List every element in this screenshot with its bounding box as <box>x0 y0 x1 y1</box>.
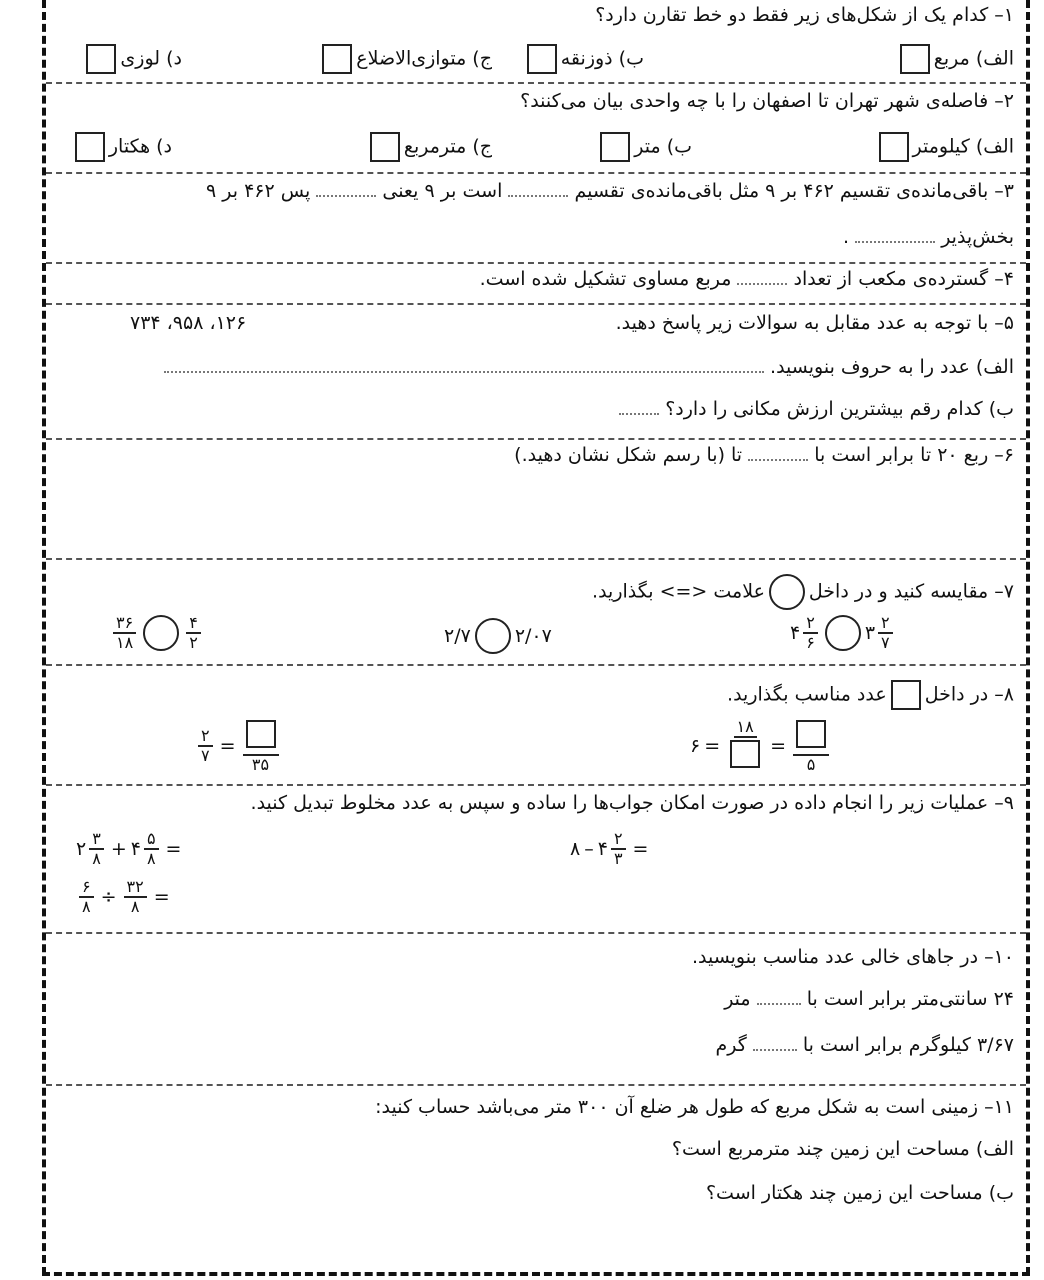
answer-box[interactable] <box>86 44 116 74</box>
answer-line[interactable] <box>164 371 764 373</box>
separator <box>46 664 1026 666</box>
q4-text: ۴– گسترده‌ی مکعب از تعداد مربع مساوی تشکیل شده است. <box>479 268 1014 290</box>
q6-text: ۶– ربع ۲۰ تا برابر است با تا (با رسم شکل نشان دهید.) <box>514 444 1014 466</box>
q2-option-d[interactable]: د) هکتار <box>71 132 172 162</box>
separator <box>46 303 1026 305</box>
q7-compare-3: ۴ $\frac{۲}{۶}$ ۳ $\frac{۲}{۷}$ <box>790 614 896 651</box>
q7-text: ۷– مقایسه کنید و در داخلعلامت <=> بگذارید. <box>592 574 1014 610</box>
q5-b: ب) کدام رقم بیشترین ارزش مکانی را دارد؟ <box>619 398 1014 420</box>
q2-option-b[interactable]: ب) متر <box>596 132 692 162</box>
answer-box[interactable] <box>75 132 105 162</box>
q5-a: الف) عدد را به حروف بنویسید. <box>164 356 1014 378</box>
q7-compare-2: ۲/۷ ۲/۰۷ <box>444 618 552 654</box>
separator <box>46 172 1026 174</box>
q5-number: ۷۳۴ ،۹۵۸ ،۱۲۶ <box>130 312 247 334</box>
q2-option-c[interactable]: ج) مترمربع <box>366 132 492 162</box>
answer-box[interactable] <box>600 132 630 162</box>
page-border-bottom <box>42 1272 1030 1276</box>
q10-text: ۱۰– در جاهای خالی عدد مناسب بنویسید. <box>691 946 1014 968</box>
q2-text: ۲– فاصله‌ی شهر تهران تا اصفهان را با چه واحدی بیان می‌کنند؟ <box>520 90 1014 112</box>
blank[interactable] <box>508 195 568 197</box>
separator <box>46 558 1026 560</box>
q1-option-d[interactable]: د) لوزی <box>82 44 182 74</box>
separator <box>46 1084 1026 1086</box>
fraction: $\frac{۴}{۲}$ <box>186 614 201 651</box>
q2-option-a[interactable]: الف) کیلومتر <box>875 132 1014 162</box>
q8-equation-2: ۶ = ۱۸ = ۵ <box>690 718 832 773</box>
q10-b: ۳/۶۷ کیلوگرم برابر است با گرم <box>715 1034 1014 1056</box>
q11-text: ۱۱– زمینی است به شکل مربع که طول هر ضلع آن ۳۰۰ متر می‌باشد حساب کنید: <box>375 1096 1014 1118</box>
fraction: $\frac{۳}{۸}$ <box>89 830 104 867</box>
separator <box>46 784 1026 786</box>
fraction: ۳۵ <box>243 718 279 773</box>
q10-a: ۲۴ سانتی‌متر برابر است با متر <box>724 988 1014 1010</box>
q3-text: ۳– باقی‌مانده‌ی تقسیم ۴۶۲ بر ۹ مثل باقی‌مانده‌ی تقسیم است بر ۹ یعنی پس ۴۶۲ بر ۹ <box>206 180 1014 202</box>
fraction: ۵ <box>793 718 829 773</box>
q1-option-b[interactable]: ب) ذوزنقه <box>523 44 644 74</box>
page-border-right <box>1026 0 1030 1275</box>
answer-box <box>891 680 921 710</box>
blank[interactable] <box>748 459 808 461</box>
q8-text: ۸– در داخلعدد مناسب بگذارید. <box>727 680 1014 710</box>
answer-box[interactable] <box>322 44 352 74</box>
blank[interactable] <box>753 1049 797 1051</box>
q1-text: ۱– کدام یک از شکل‌های زیر فقط دو خط تقارن دارد؟ <box>595 4 1014 26</box>
fraction: $\frac{۳۲}{۸}$ <box>124 878 147 915</box>
blank[interactable] <box>316 195 376 197</box>
separator <box>46 262 1026 264</box>
blank[interactable] <box>619 413 659 415</box>
separator <box>46 932 1026 934</box>
answer-box[interactable] <box>246 720 276 748</box>
q7-compare-1 <box>110 614 204 651</box>
answer-box[interactable] <box>730 740 760 768</box>
blank[interactable] <box>855 241 935 243</box>
fraction: $\frac{۲}{۷}$ <box>198 727 213 764</box>
q9-expression-3: $\frac{۶}{۸}$ ÷ $\frac{۳۲}{۸}$ = <box>76 878 174 915</box>
fraction: ۱۸ <box>727 718 763 773</box>
compare-circle[interactable] <box>475 618 511 654</box>
answer-box[interactable] <box>796 720 826 748</box>
q8-equation-1: $\frac{۲}{۷}$ = ۳۵ <box>195 718 282 773</box>
fraction: $\frac{۶}{۸}$ <box>79 878 94 915</box>
q9-expression-1: ۲ $\frac{۳}{۸}$ + ۴ $\frac{۵}{۸}$ = <box>76 829 182 868</box>
separator <box>46 438 1026 440</box>
q11-b: ب) مساحت این زمین چند هکتار است؟ <box>705 1182 1014 1204</box>
compare-circle[interactable] <box>143 615 179 651</box>
q5-text: ۵– با توجه به عدد مقابل به سوالات زیر پاسخ دهید. <box>615 312 1014 334</box>
answer-box[interactable] <box>879 132 909 162</box>
compare-circle[interactable] <box>825 615 861 651</box>
fraction: $\frac{۳۶}{۱۸}$ <box>113 614 136 651</box>
fraction: $\frac{۲}{۶}$ <box>803 614 818 651</box>
separator <box>46 82 1026 84</box>
blank[interactable] <box>757 1003 801 1005</box>
q3-text-2: بخش‌پذیر . <box>843 226 1014 248</box>
q1-option-c[interactable]: ج) متوازی‌الاضلاع <box>318 44 492 74</box>
blank[interactable] <box>737 283 787 285</box>
compare-circle <box>769 574 805 610</box>
q1-option-a[interactable]: الف) مربع <box>896 44 1014 74</box>
q11-a: الف) مساحت این زمین چند مترمربع است؟ <box>671 1138 1014 1160</box>
answer-box[interactable] <box>527 44 557 74</box>
q9-text: ۹– عملیات زیر را انجام داده در صورت امکان جواب‌ها را ساده و سپس به عدد مخلوط تبدیل کنید. <box>250 792 1014 814</box>
answer-box[interactable] <box>370 132 400 162</box>
q9-expression-2: ۸ – ۴ $\frac{۲}{۳}$ = <box>570 829 649 868</box>
answer-box[interactable] <box>900 44 930 74</box>
fraction: $\frac{۲}{۳}$ <box>611 830 626 867</box>
fraction: $\frac{۲}{۷}$ <box>878 614 893 651</box>
fraction: $\frac{۵}{۸}$ <box>144 830 159 867</box>
